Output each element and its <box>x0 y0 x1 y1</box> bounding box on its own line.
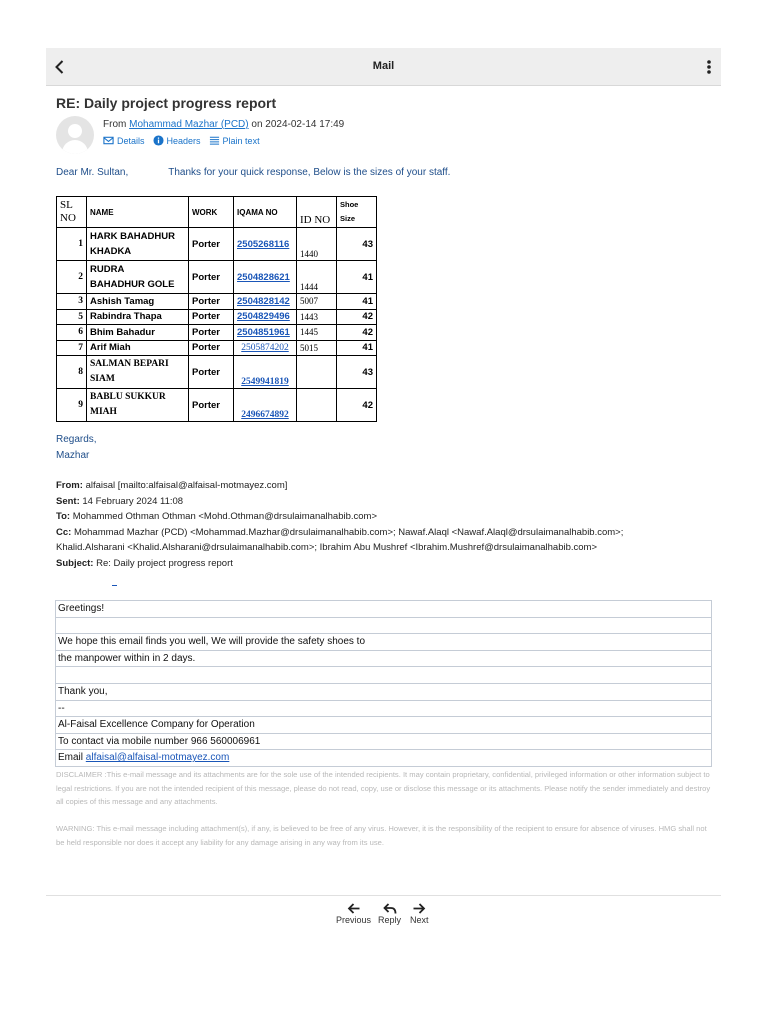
cell-sl: 1 <box>57 228 87 261</box>
sender-avatar <box>56 116 94 154</box>
sender-link[interactable]: Mohammad Mazhar (PCD) <box>129 119 249 130</box>
cell-work: Porter <box>189 356 234 389</box>
reply-button[interactable] <box>378 902 401 925</box>
reply-icon <box>383 902 397 915</box>
cell-id: 1445 <box>297 325 337 341</box>
email-label: Email <box>58 752 86 764</box>
cell-id <box>297 389 337 422</box>
table-row <box>57 261 377 294</box>
iqama-link[interactable]: 2504828142 <box>237 295 290 307</box>
table-row <box>57 389 377 422</box>
link-underline <box>112 585 117 586</box>
cell-id: 1440 <box>297 228 337 261</box>
staff-table <box>56 196 377 422</box>
table-row <box>57 356 377 389</box>
cell-iqama <box>234 325 297 341</box>
disclaimer-text: DISCLAIMER :This e-mail message and its attachments are for the sole use of the intended recipients. It may contain proprietary, confidential, privileged information or other information subject to legal restrictions. If you are not the intended recipient of this message, please do not read, copy, use or disclose this message or its attachments. Please notify the sender immediately and destroy all copies of this message and any attachments. <box>56 770 711 807</box>
plain-text-label: Plain text <box>222 135 260 146</box>
quoted-line <box>55 667 712 684</box>
cell-sl: 3 <box>57 294 87 310</box>
cell-id: 1444 <box>297 261 337 294</box>
next-button[interactable] <box>410 902 429 925</box>
cell-work: Porter <box>189 261 234 294</box>
iqama-link[interactable]: 2496674892 <box>241 410 289 420</box>
cell-sl: 8 <box>57 356 87 389</box>
iqama-link[interactable]: 2549941819 <box>241 377 289 387</box>
cell-shoe: 41 <box>337 261 377 294</box>
quoted-line: the manpower within in 2 days. <box>55 651 712 668</box>
to-label: To: <box>56 511 71 523</box>
envelope-icon <box>103 135 114 146</box>
cc-value: Mohammad Mazhar (PCD) <Mohammad.Mazhar@drsulaimanalhabib.com>; Nawaf.Alaql <Nawaf.Alaql@drsulaimanalhabib.com>; <box>73 526 624 538</box>
table-row <box>57 309 377 325</box>
cell-name: SALMAN BEPARI SIAM <box>87 356 189 389</box>
quoted-line: Greetings! <box>55 600 712 618</box>
plain-text-button[interactable] <box>209 135 260 146</box>
cc-value-continued: Khalid.Alsharani <Khalid.Alsharani@drsulaimanalhabib.com>; Ibrahim Abu Mushref <Ibrahim.Mushref@drsulaimanalhabib.com> <box>56 542 598 554</box>
cell-sl: 2 <box>57 261 87 294</box>
table-header-row <box>57 197 377 228</box>
cell-shoe: 41 <box>337 340 377 356</box>
iqama-link[interactable]: 2504829496 <box>237 311 290 323</box>
greeting-line <box>56 167 450 178</box>
cell-id: 5007 <box>297 294 337 310</box>
next-label: Next <box>410 915 429 925</box>
sent-value: 14 February 2024 11:08 <box>82 495 184 507</box>
headers-label: Headers <box>166 135 201 146</box>
cell-work: Porter <box>189 340 234 356</box>
cell-iqama <box>234 294 297 310</box>
quoted-email-line <box>55 750 712 767</box>
previous-button[interactable] <box>336 902 371 925</box>
headers-button[interactable] <box>153 135 201 146</box>
cell-work: Porter <box>189 294 234 310</box>
email-link[interactable]: alfaisal@alfaisal-motmayez.com <box>85 752 230 764</box>
details-label: Details <box>117 135 145 146</box>
cell-shoe: 42 <box>337 325 377 341</box>
cell-sl: 7 <box>57 340 87 356</box>
cell-iqama <box>234 340 297 356</box>
quoted-line: To contact via mobile number 966 560006961 <box>55 734 712 751</box>
cell-name: Arif Miah <box>87 340 189 356</box>
from-line <box>103 119 344 130</box>
from-prefix: From <box>103 119 127 130</box>
cell-shoe: 42 <box>337 389 377 422</box>
cell-iqama <box>234 389 297 422</box>
arrow-right-icon <box>412 902 426 915</box>
arrow-left-icon <box>347 902 361 915</box>
greeting: Dear Mr. Sultan, <box>56 167 129 178</box>
cell-id: 5015 <box>297 340 337 356</box>
cell-name: RUDRA BAHADHUR GOLE <box>87 261 189 294</box>
to-value: Mohammed Othman Othman <Mohd.Othman@drsulaimanalhabib.com> <box>72 511 378 523</box>
cell-name: Rabindra Thapa <box>87 309 189 325</box>
header-sl: SL NO <box>57 197 87 228</box>
iqama-link[interactable]: 2505874202 <box>241 343 289 354</box>
cell-name: Ashish Tamag <box>87 294 189 310</box>
header-iqama: IQAMA NO <box>234 197 297 228</box>
email-date: on 2024-02-14 17:49 <box>251 119 345 130</box>
subject-value: Re: Daily project progress report <box>96 557 233 569</box>
quoted-line: We hope this email finds you well, We will provide the safety shoes to <box>55 634 712 651</box>
header-shoe: Shoe Size <box>337 197 377 228</box>
cell-id <box>297 356 337 389</box>
more-options-icon[interactable] <box>701 57 717 77</box>
from-value: alfaisal [mailto:alfaisal@alfaisal-motmayez.com] <box>85 480 288 491</box>
table-row <box>57 340 377 356</box>
cell-sl: 6 <box>57 325 87 341</box>
quoted-line <box>55 618 712 635</box>
footer-divider <box>46 895 721 896</box>
email-subject: RE: Daily project progress report <box>56 95 277 111</box>
quoted-line: Thank you, <box>55 684 712 701</box>
sent-label: Sent: <box>56 495 80 507</box>
cell-work: Porter <box>189 389 234 422</box>
cell-shoe: 41 <box>337 294 377 310</box>
sign-off <box>56 432 97 464</box>
cell-iqama <box>234 228 297 261</box>
text-lines-icon <box>209 135 220 146</box>
cell-name: Bhim Bahadur <box>87 325 189 341</box>
cell-sl: 5 <box>57 309 87 325</box>
cell-work: Porter <box>189 325 234 341</box>
cell-shoe: 43 <box>337 356 377 389</box>
cell-iqama <box>234 356 297 389</box>
intro-text: Thanks for your quick response, Below is the sizes of your staff. <box>168 167 451 178</box>
header-id: ID NO <box>297 197 337 228</box>
quoted-line: Al-Faisal Excellence Company for Operation <box>55 717 712 734</box>
signature-name: Mazhar <box>56 450 90 461</box>
quoted-header <box>56 478 716 572</box>
cell-shoe: 43 <box>337 228 377 261</box>
reply-label: Reply <box>378 915 402 925</box>
iqama-link[interactable]: 2505268116 <box>237 238 290 250</box>
quoted-body <box>55 600 712 767</box>
iqama-link[interactable]: 2504828621 <box>237 271 290 283</box>
warning-text: WARNING: This e-mail message including attachment(s), if any, is believed to be free of any virus. However, it is the responsibility of the recipient to ensure for absence of viruses. HMG shall not be held responsible nor does it accept any liability for any damage arising in any way from its use. <box>56 824 707 847</box>
message-actions <box>103 135 260 146</box>
cell-work: Porter <box>189 309 234 325</box>
cell-iqama <box>234 309 297 325</box>
regards-text: Regards, <box>56 434 97 445</box>
cell-shoe: 42 <box>337 309 377 325</box>
header-work: WORK <box>189 197 234 228</box>
header-name: NAME <box>87 197 189 228</box>
cell-id: 1443 <box>297 309 337 325</box>
top-bar <box>46 48 721 86</box>
details-button[interactable] <box>103 135 145 146</box>
cc-label: Cc: <box>56 526 72 538</box>
cell-name: HARK BAHADHUR KHADKA <box>87 228 189 261</box>
info-icon <box>153 135 164 146</box>
table-row <box>57 325 377 341</box>
cell-sl: 9 <box>57 389 87 422</box>
cell-name: BABLU SUKKUR MIAH <box>87 389 189 422</box>
from-label: From: <box>56 480 83 491</box>
cell-iqama <box>234 261 297 294</box>
iqama-link[interactable]: 2504851961 <box>237 326 290 338</box>
subject-label: Subject: <box>56 557 94 569</box>
previous-label: Previous <box>336 915 372 925</box>
table-row <box>57 294 377 310</box>
quoted-line: -- <box>55 701 712 718</box>
cell-work: Porter <box>189 228 234 261</box>
app-title: Mail <box>372 60 395 72</box>
table-row <box>57 228 377 261</box>
